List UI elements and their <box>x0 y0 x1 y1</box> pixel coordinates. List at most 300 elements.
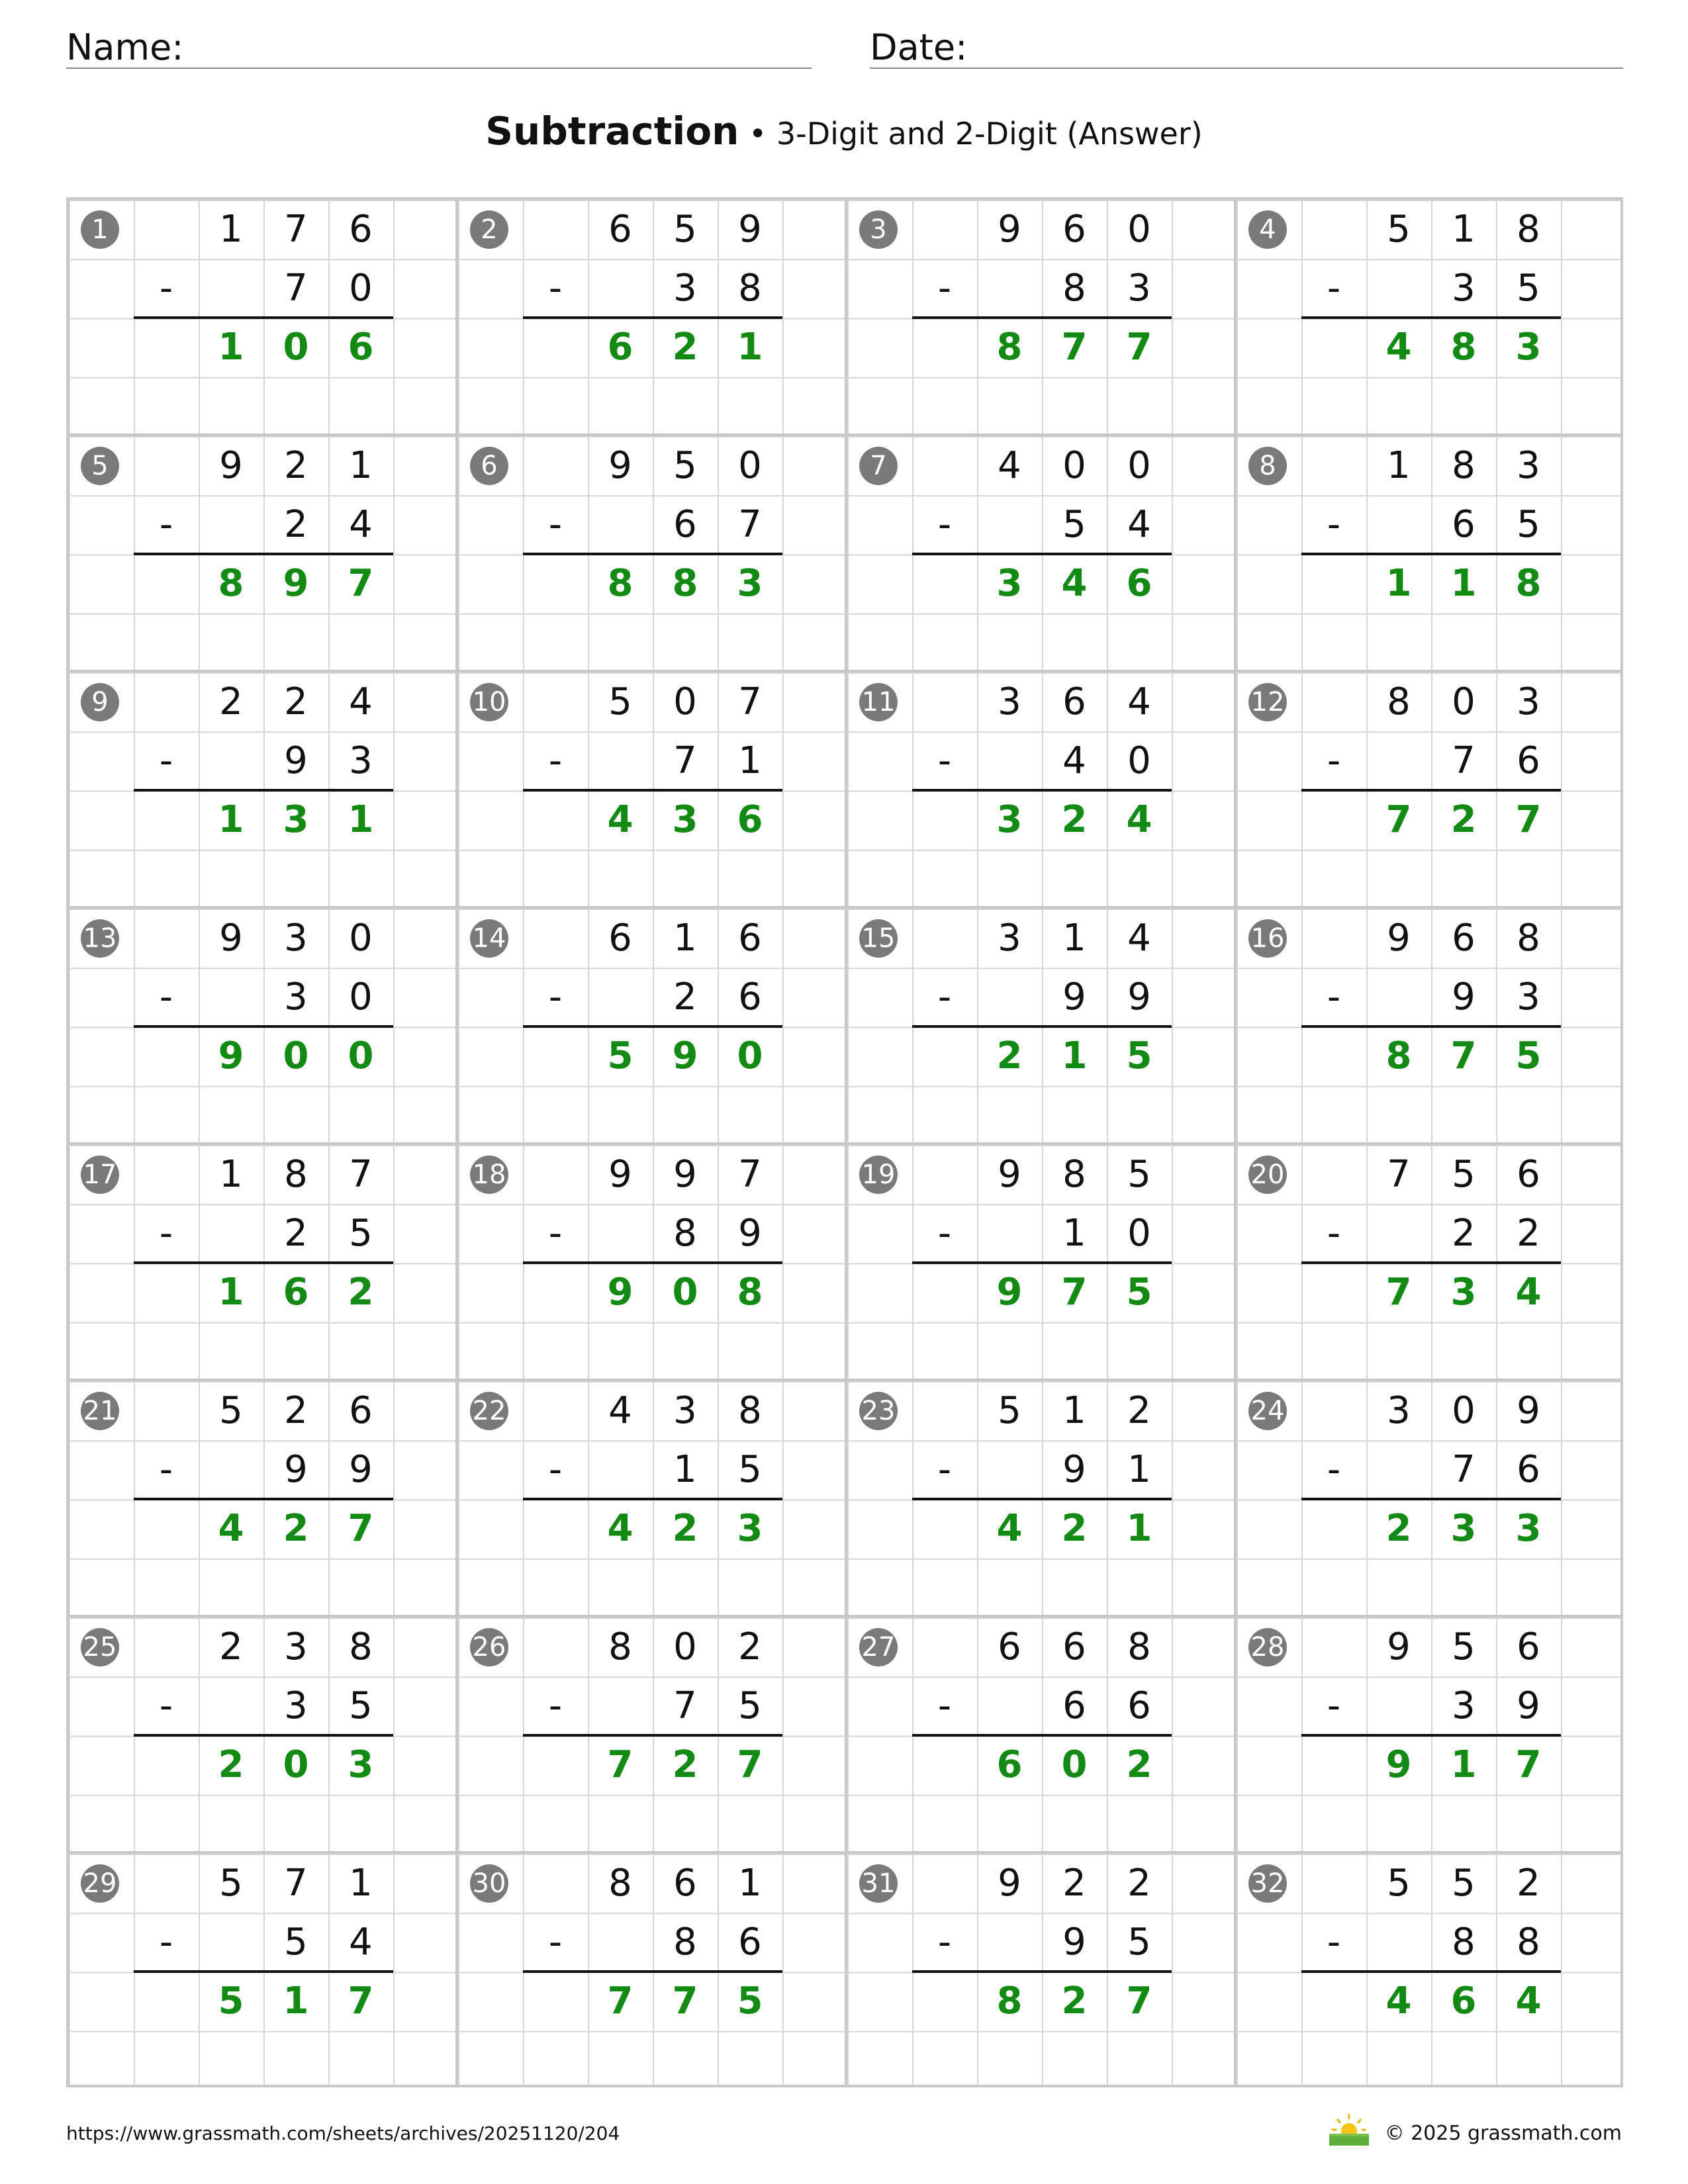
problem-number: 12 <box>1248 683 1287 721</box>
minuend-row <box>847 1854 1237 1913</box>
answer-digit: 7 <box>1515 798 1542 841</box>
answer-digit: 7 <box>1450 1034 1477 1077</box>
answer-digit: 6 <box>1450 1979 1477 2023</box>
subtrahend-digit <box>199 731 263 790</box>
problem-number: 24 <box>1248 1392 1287 1430</box>
subtrahend-digit: 7 <box>673 1684 697 1727</box>
subtrahend-digit: 3 <box>1452 1684 1476 1727</box>
problem-cell <box>458 200 847 436</box>
answer-digit: 8 <box>1515 562 1542 605</box>
subtrahend-digit <box>1366 259 1431 318</box>
subtrahend-digit: 2 <box>1452 1212 1476 1255</box>
answer-digit: 2 <box>1126 1743 1152 1786</box>
answer-digit: 0 <box>283 1743 309 1786</box>
subtrahend-digit: 4 <box>349 1921 373 1964</box>
answer-digit: 2 <box>348 1271 374 1314</box>
minus-sign: - <box>1327 976 1341 1019</box>
minuend-digit: 5 <box>1452 1862 1476 1905</box>
minuend-digit: 0 <box>738 444 762 487</box>
minus-sign: - <box>548 1212 563 1255</box>
answer-digit: 6 <box>607 326 633 369</box>
subtrahend-digit <box>588 1676 653 1735</box>
minuend-row <box>1237 1854 1623 1913</box>
answer-row[interactable] <box>458 1026 847 1085</box>
answer-digit: 4 <box>1385 1979 1412 2023</box>
subtrahend-digit <box>588 495 653 554</box>
answer-digit: 4 <box>607 1507 633 1550</box>
subtrahend-row <box>69 495 458 554</box>
answer-row[interactable] <box>1237 1972 1623 2030</box>
minuend-row <box>458 1145 847 1204</box>
answer-digit: 6 <box>283 1271 309 1314</box>
problem-number: 13 <box>81 919 119 958</box>
problem-number: 7 <box>859 447 898 485</box>
answer-row[interactable] <box>69 318 458 377</box>
subtrahend-digit: 5 <box>1517 503 1540 546</box>
answer-row[interactable] <box>458 318 847 377</box>
answer-row[interactable] <box>69 1972 458 2030</box>
subtrahend-row <box>847 968 1237 1026</box>
answer-digit: 3 <box>996 562 1023 605</box>
minus-sign: - <box>937 1921 952 1964</box>
subtrahend-digit: 2 <box>284 1212 308 1255</box>
answer-digit: 7 <box>1385 798 1412 841</box>
minuend-digit: 6 <box>1517 1153 1540 1196</box>
minus-sign: - <box>159 739 173 782</box>
minuend-row <box>458 909 847 968</box>
problem-cell <box>1237 672 1623 909</box>
subtrahend-digit: 3 <box>284 1684 308 1727</box>
answer-row[interactable] <box>69 1026 458 1085</box>
subtrahend-digit: 5 <box>738 1684 762 1727</box>
subtrahend-digit <box>588 731 653 790</box>
answer-row[interactable] <box>458 790 847 849</box>
answer-digit: 0 <box>283 1034 309 1077</box>
minus-sign: - <box>937 739 952 782</box>
answer-digit: 3 <box>1450 1507 1477 1550</box>
answer-digit: 9 <box>218 1034 244 1077</box>
minuend-digit: 3 <box>1387 1389 1411 1432</box>
answer-digit: 4 <box>1515 1979 1542 2023</box>
subtrahend-row <box>1237 1204 1623 1263</box>
subtrahend-digit <box>199 1204 263 1263</box>
minus-sign: - <box>1327 739 1341 782</box>
minuend-row <box>847 672 1237 731</box>
answer-row[interactable] <box>1237 1026 1623 1085</box>
minuend-digit: 1 <box>673 917 697 960</box>
minus-sign: - <box>1327 1921 1341 1964</box>
subtrahend-digit: 6 <box>738 976 762 1019</box>
answer-digit: 2 <box>672 1507 698 1550</box>
answer-digit: 8 <box>737 1271 763 1314</box>
answer-digit: 7 <box>607 1743 633 1786</box>
answer-row[interactable] <box>69 1735 458 1794</box>
subtrahend-row <box>69 731 458 790</box>
minuend-digit: 9 <box>673 1153 697 1196</box>
minuend-row <box>458 1381 847 1440</box>
minuend-digit: 9 <box>1387 917 1411 960</box>
subtrahend-digit: 8 <box>673 1212 697 1255</box>
minuend-digit: 1 <box>1387 444 1411 487</box>
minuend-digit: 2 <box>738 1625 762 1668</box>
title-main: Subtraction <box>485 109 739 154</box>
answer-digit: 3 <box>996 798 1023 841</box>
minus-sign: - <box>937 1448 952 1491</box>
subtrahend-row <box>1237 731 1623 790</box>
subtrahend-digit: 8 <box>738 267 762 310</box>
minuend-digit: 2 <box>1127 1862 1151 1905</box>
subtrahend-digit: 9 <box>1062 1448 1086 1491</box>
problem-cell <box>847 909 1237 1145</box>
problem-number: 23 <box>859 1392 898 1430</box>
minuend-digit: 0 <box>673 1625 697 1668</box>
problem-number: 25 <box>81 1628 119 1666</box>
minus-sign: - <box>548 976 563 1019</box>
subtrahend-digit: 7 <box>284 267 308 310</box>
minus-sign: - <box>159 1684 173 1727</box>
problem-cell <box>458 436 847 672</box>
minuend-row <box>1237 1145 1623 1204</box>
answer-row[interactable] <box>847 554 1237 613</box>
minuend-digit: 7 <box>738 680 762 723</box>
minuend-digit: 6 <box>349 208 373 251</box>
subtrahend-row <box>69 1440 458 1499</box>
answer-digit: 5 <box>607 1034 633 1077</box>
subtrahend-row <box>458 1440 847 1499</box>
answer-row[interactable] <box>847 318 1237 377</box>
answer-digit: 5 <box>1126 1034 1152 1077</box>
minuend-digit: 5 <box>1452 1153 1476 1196</box>
minus-sign: - <box>159 976 173 1019</box>
subtrahend-digit: 9 <box>738 1212 762 1255</box>
subtrahend-digit: 7 <box>738 503 762 546</box>
subtrahend-row <box>458 1204 847 1263</box>
problem-number: 20 <box>1248 1156 1287 1194</box>
answer-digit: 2 <box>1385 1507 1412 1550</box>
subtrahend-digit: 9 <box>284 1448 308 1491</box>
minuend-digit: 6 <box>608 208 632 251</box>
answer-row[interactable] <box>1237 1735 1623 1794</box>
minuend-digit: 1 <box>1452 208 1476 251</box>
minuend-row <box>458 436 847 495</box>
problem-number: 6 <box>470 447 508 485</box>
problem-number: 22 <box>470 1392 508 1430</box>
subtrahend-digit <box>1366 731 1431 790</box>
answer-digit: 3 <box>1450 1271 1477 1314</box>
answer-row[interactable] <box>69 554 458 613</box>
subtrahend-digit <box>588 968 653 1026</box>
subtrahend-row <box>847 1676 1237 1735</box>
answer-row[interactable] <box>458 1735 847 1794</box>
answer-digit: 0 <box>348 1034 374 1077</box>
footer-url[interactable]: https://www.grassmath.com/sheets/archives/20251120/204 <box>66 2122 620 2144</box>
problem-cell <box>1237 1854 1623 2087</box>
minuend-row <box>69 909 458 968</box>
answer-digit: 8 <box>996 1979 1023 2023</box>
minuend-digit: 7 <box>284 1862 308 1905</box>
answer-digit: 7 <box>1126 326 1152 369</box>
minuend-row <box>1237 436 1623 495</box>
minuend-row <box>847 200 1237 259</box>
minus-sign: - <box>548 739 563 782</box>
name-line[interactable] <box>66 68 812 69</box>
minuend-digit: 4 <box>349 680 373 723</box>
answer-row[interactable] <box>69 1263 458 1322</box>
subtrahend-row <box>847 1204 1237 1263</box>
title-subtitle: • 3-Digit and 2-Digit (Answer) <box>739 116 1203 152</box>
problem-number: 1 <box>81 210 119 249</box>
problem-number: 3 <box>859 210 898 249</box>
problem-cell <box>458 1381 847 1617</box>
minus-sign: - <box>1327 503 1341 546</box>
minuend-digit: 4 <box>1127 917 1151 960</box>
minuend-digit: 5 <box>673 208 697 251</box>
problem-cell <box>847 1617 1237 1854</box>
minus-sign: - <box>159 1448 173 1491</box>
minuend-digit: 8 <box>1062 1153 1086 1196</box>
subtrahend-digit: 1 <box>1127 1448 1151 1491</box>
answer-row[interactable] <box>1237 554 1623 613</box>
minuend-digit: 2 <box>284 1389 308 1432</box>
answer-row[interactable] <box>847 1499 1237 1558</box>
answer-digit: 4 <box>607 798 633 841</box>
answer-row[interactable] <box>458 1972 847 2030</box>
minuend-digit: 6 <box>608 917 632 960</box>
answer-digit: 2 <box>218 1743 244 1786</box>
minus-sign: - <box>548 1921 563 1964</box>
subtrahend-digit: 6 <box>1452 503 1476 546</box>
minuend-digit: 7 <box>349 1153 373 1196</box>
subtrahend-row <box>69 1676 458 1735</box>
footer-copyright: © 2025 grassmath.com <box>1384 2122 1622 2145</box>
minuend-digit: 8 <box>738 1389 762 1432</box>
minuend-digit: 4 <box>608 1389 632 1432</box>
subtrahend-digit: 3 <box>1127 267 1151 310</box>
answer-digit: 6 <box>1126 562 1152 605</box>
problem-cell <box>1237 1381 1623 1617</box>
problem-cell <box>69 1617 458 1854</box>
answer-row[interactable] <box>458 554 847 613</box>
minuend-row <box>847 1381 1237 1440</box>
answer-digit: 2 <box>1061 1507 1088 1550</box>
subtrahend-row <box>69 259 458 318</box>
answer-digit: 6 <box>996 1743 1023 1786</box>
minuend-digit: 2 <box>1062 1862 1086 1905</box>
subtrahend-digit: 9 <box>1062 1921 1086 1964</box>
minuend-row <box>847 909 1237 968</box>
subtrahend-row <box>847 1440 1237 1499</box>
subtrahend-digit <box>588 1440 653 1499</box>
minuend-digit: 2 <box>219 1625 243 1668</box>
minuend-digit: 6 <box>998 1625 1021 1668</box>
answer-digit: 1 <box>1450 1743 1477 1786</box>
subtrahend-row <box>458 731 847 790</box>
minuend-digit: 7 <box>284 208 308 251</box>
minuend-digit: 9 <box>219 917 243 960</box>
answer-digit: 8 <box>607 562 633 605</box>
answer-digit: 1 <box>218 798 244 841</box>
subtrahend-row <box>847 1913 1237 1972</box>
subtrahend-row <box>1237 1913 1623 1972</box>
minus-sign: - <box>548 267 563 310</box>
answer-digit: 4 <box>1126 798 1152 841</box>
answer-digit: 1 <box>348 798 374 841</box>
minuend-digit: 4 <box>998 444 1021 487</box>
problem-number: 26 <box>470 1628 508 1666</box>
minuend-digit: 2 <box>284 680 308 723</box>
problem-cell <box>458 672 847 909</box>
minuend-digit: 3 <box>1517 444 1540 487</box>
answer-row[interactable] <box>847 1263 1237 1322</box>
problem-cell <box>1237 909 1623 1145</box>
minuend-digit: 0 <box>1452 1389 1476 1432</box>
minus-sign: - <box>1327 1212 1341 1255</box>
minuend-digit: 6 <box>1062 680 1086 723</box>
minuend-digit: 1 <box>738 1862 762 1905</box>
subtrahend-digit: 3 <box>1517 976 1540 1019</box>
minuend-digit: 9 <box>608 444 632 487</box>
subtrahend-row <box>1237 1440 1623 1499</box>
subtrahend-digit: 6 <box>673 503 697 546</box>
minuend-digit: 6 <box>1517 1625 1540 1668</box>
minuend-digit: 9 <box>608 1153 632 1196</box>
minuend-digit: 7 <box>738 1153 762 1196</box>
subtrahend-digit <box>977 495 1042 554</box>
minuend-row <box>847 1145 1237 1204</box>
subtrahend-digit: 2 <box>1517 1212 1540 1255</box>
subtrahend-digit: 8 <box>1452 1921 1476 1964</box>
subtrahend-digit <box>1366 1204 1431 1263</box>
problem-cell <box>847 1381 1237 1617</box>
subtrahend-row <box>458 495 847 554</box>
minuend-row <box>69 436 458 495</box>
minuend-digit: 8 <box>1517 208 1540 251</box>
answer-row[interactable] <box>1237 790 1623 849</box>
subtrahend-digit: 8 <box>1062 267 1086 310</box>
subtrahend-row <box>69 968 458 1026</box>
minuend-row <box>458 672 847 731</box>
answer-row[interactable] <box>1237 1499 1623 1558</box>
sun-over-grass-icon <box>1328 2113 1370 2147</box>
answer-row[interactable] <box>847 1026 1237 1085</box>
subtrahend-row <box>458 259 847 318</box>
subtrahend-digit: 0 <box>349 267 373 310</box>
subtrahend-digit <box>199 1913 263 1972</box>
answer-digit: 3 <box>283 798 309 841</box>
answer-row[interactable] <box>458 1499 847 1558</box>
minuend-row <box>69 1854 458 1913</box>
answer-digit: 2 <box>283 1507 309 1550</box>
minuend-row <box>458 1854 847 1913</box>
subtrahend-digit: 5 <box>1127 1921 1151 1964</box>
minuend-digit: 0 <box>1127 208 1151 251</box>
subtrahend-digit: 1 <box>673 1448 697 1491</box>
minuend-digit: 5 <box>219 1389 243 1432</box>
answer-digit: 3 <box>737 1507 763 1550</box>
problem-cell <box>847 672 1237 909</box>
answer-digit: 9 <box>672 1034 698 1077</box>
worksheet-title <box>0 106 1688 166</box>
subtrahend-digit <box>199 495 263 554</box>
problem-number: 4 <box>1248 210 1287 249</box>
subtrahend-row <box>458 968 847 1026</box>
minuend-digit: 3 <box>998 917 1021 960</box>
answer-digit: 2 <box>996 1034 1023 1077</box>
subtrahend-digit: 5 <box>284 1921 308 1964</box>
answer-row[interactable] <box>69 790 458 849</box>
problem-cell <box>69 1145 458 1381</box>
minuend-digit: 1 <box>1062 917 1086 960</box>
problem-number: 9 <box>81 683 119 721</box>
minus-sign: - <box>548 1684 563 1727</box>
date-line[interactable] <box>870 68 1623 69</box>
answer-row[interactable] <box>69 1499 458 1558</box>
problem-cell <box>1237 1617 1623 1854</box>
subtrahend-digit <box>977 1676 1042 1735</box>
minuend-row <box>847 436 1237 495</box>
problem-cell <box>69 1381 458 1617</box>
minuend-digit: 6 <box>673 1862 697 1905</box>
minuend-digit: 6 <box>738 917 762 960</box>
minuend-row <box>69 200 458 259</box>
minuend-digit: 8 <box>284 1153 308 1196</box>
problem-number: 18 <box>470 1156 508 1194</box>
subtrahend-digit: 9 <box>1062 976 1086 1019</box>
answer-row[interactable] <box>847 790 1237 849</box>
answer-digit: 1 <box>1450 562 1477 605</box>
answer-digit: 7 <box>1385 1271 1412 1314</box>
minuend-digit: 3 <box>998 680 1021 723</box>
problem-number: 17 <box>81 1156 119 1194</box>
minuend-digit: 0 <box>349 917 373 960</box>
minuend-row <box>1237 672 1623 731</box>
answer-digit: 7 <box>672 1979 698 2023</box>
answer-row[interactable] <box>1237 1263 1623 1322</box>
minuend-digit: 9 <box>998 1862 1021 1905</box>
answer-digit: 1 <box>1061 1034 1088 1077</box>
answer-digit: 1 <box>218 1271 244 1314</box>
subtrahend-digit: 4 <box>349 503 373 546</box>
answer-row[interactable] <box>458 1263 847 1322</box>
subtrahend-row <box>1237 968 1623 1026</box>
answer-row[interactable] <box>1237 318 1623 377</box>
subtrahend-digit <box>199 259 263 318</box>
problem-number: 19 <box>859 1156 898 1194</box>
answer-digit: 3 <box>1515 1507 1542 1550</box>
answer-digit: 9 <box>607 1271 633 1314</box>
minuend-row <box>69 672 458 731</box>
answer-digit: 7 <box>348 1507 374 1550</box>
answer-digit: 5 <box>1515 1034 1542 1077</box>
problem-cell <box>69 1854 458 2087</box>
answer-digit: 7 <box>1126 1979 1152 2023</box>
answer-digit: 1 <box>218 326 244 369</box>
minuend-digit: 5 <box>1387 208 1411 251</box>
problem-number: 8 <box>1248 447 1287 485</box>
minus-sign: - <box>937 976 952 1019</box>
subtrahend-digit: 7 <box>673 739 697 782</box>
problem-cell <box>458 1145 847 1381</box>
subtrahend-digit: 2 <box>673 976 697 1019</box>
minuend-digit: 0 <box>1452 680 1476 723</box>
answer-row[interactable] <box>847 1972 1237 2030</box>
minuend-digit: 9 <box>1387 1625 1411 1668</box>
minuend-digit: 6 <box>1452 917 1476 960</box>
answer-row[interactable] <box>847 1735 1237 1794</box>
subtrahend-digit: 9 <box>1517 1684 1540 1727</box>
subtrahend-digit: 4 <box>1062 739 1086 782</box>
subtrahend-row <box>1237 495 1623 554</box>
